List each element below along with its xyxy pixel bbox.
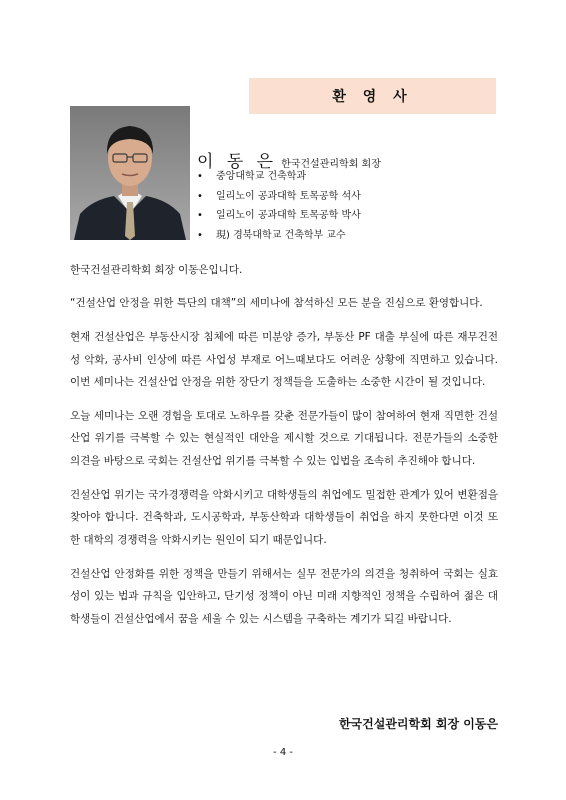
speaker-name: 이 동 은 — [197, 152, 278, 172]
page-title: 환 영 사 — [332, 89, 413, 105]
credential-item: • 일리노이 공과대학 토목공학 박사 — [197, 206, 361, 226]
portrait-image — [70, 106, 190, 240]
credential-item: • 現) 경북대학교 건축학부 교수 — [197, 226, 361, 246]
credential-item: • 일리노이 공과대학 토목공학 석사 — [197, 187, 361, 207]
credentials-list — [197, 167, 361, 245]
title-banner — [249, 78, 496, 114]
body-paragraph: 건설산업 위기는 국가경쟁력을 악화시키고 대학생들의 취업에도 밀접한 관계가 있어 변환점을 찾아야 합니다. 건축학과, 도시공학과, 부동산학과 대학생들이 취업을 하지 못한다면 이것 또한 대학의 경쟁력을 악화시키는 원인이 되기 때문입니다. — [70, 489, 498, 546]
body-paragraph: 현재 건설산업은 부동산시장 침체에 따른 미분양 증가, 부동산 PF 대출 부실에 따른 재무건전성 악화, 공사비 인상에 따른 사업성 부재로 어느때보다도 어려운 상황에 직면하고 있습니다. 이번 세미나는 건설산업 안정을 위한 장단기 정책들을 도출하는 소중한 시간이 될 것입니다. — [70, 331, 498, 388]
portrait-photo — [70, 106, 190, 240]
greeting-line: 한국건설관리학회 회장 이동은입니다. — [70, 264, 243, 276]
page-number: - 4 - — [273, 747, 293, 758]
body-paragraph: “건설산업 안정을 위한 특단의 대책”의 세미나에 참석하신 모든 분을 진심으로 환영합니다. — [70, 297, 483, 309]
credential-item: • 중앙대학교 건축학과 — [197, 167, 361, 187]
body-paragraph: 오늘 세미나는 오랜 경험을 토대로 노하우를 갖춘 전문가들이 많이 참여하여 현재 직면한 건설산업 위기를 극복할 수 있는 현실적인 대안을 제시할 것으로 기대됩니다. 전문가들의 소중한 의견을 바탕으로 국회는 건설산업 위기를 극복할 수 있는 입법을 조속히 추진해야 합니다. — [70, 410, 498, 467]
signature: 한국건설관리학회 회장 이동은 — [338, 717, 498, 731]
body-paragraph: 건설산업 안정화를 위한 정책을 만들기 위해서는 실무 전문가의 의견을 청취하여 국회는 실효성이 있는 법과 규칙을 입안하고, 단기성 정책이 아닌 미래 지향적인 정책을 수립하여 젊은 대학생들이 건설산업에서 꿈을 세울 수 있는 시스템을 구축하는 계기가 되길 바랍니다. — [70, 567, 498, 625]
speech-body — [70, 261, 498, 642]
speaker-title: 한국건설관리학회 회장 — [281, 159, 381, 170]
